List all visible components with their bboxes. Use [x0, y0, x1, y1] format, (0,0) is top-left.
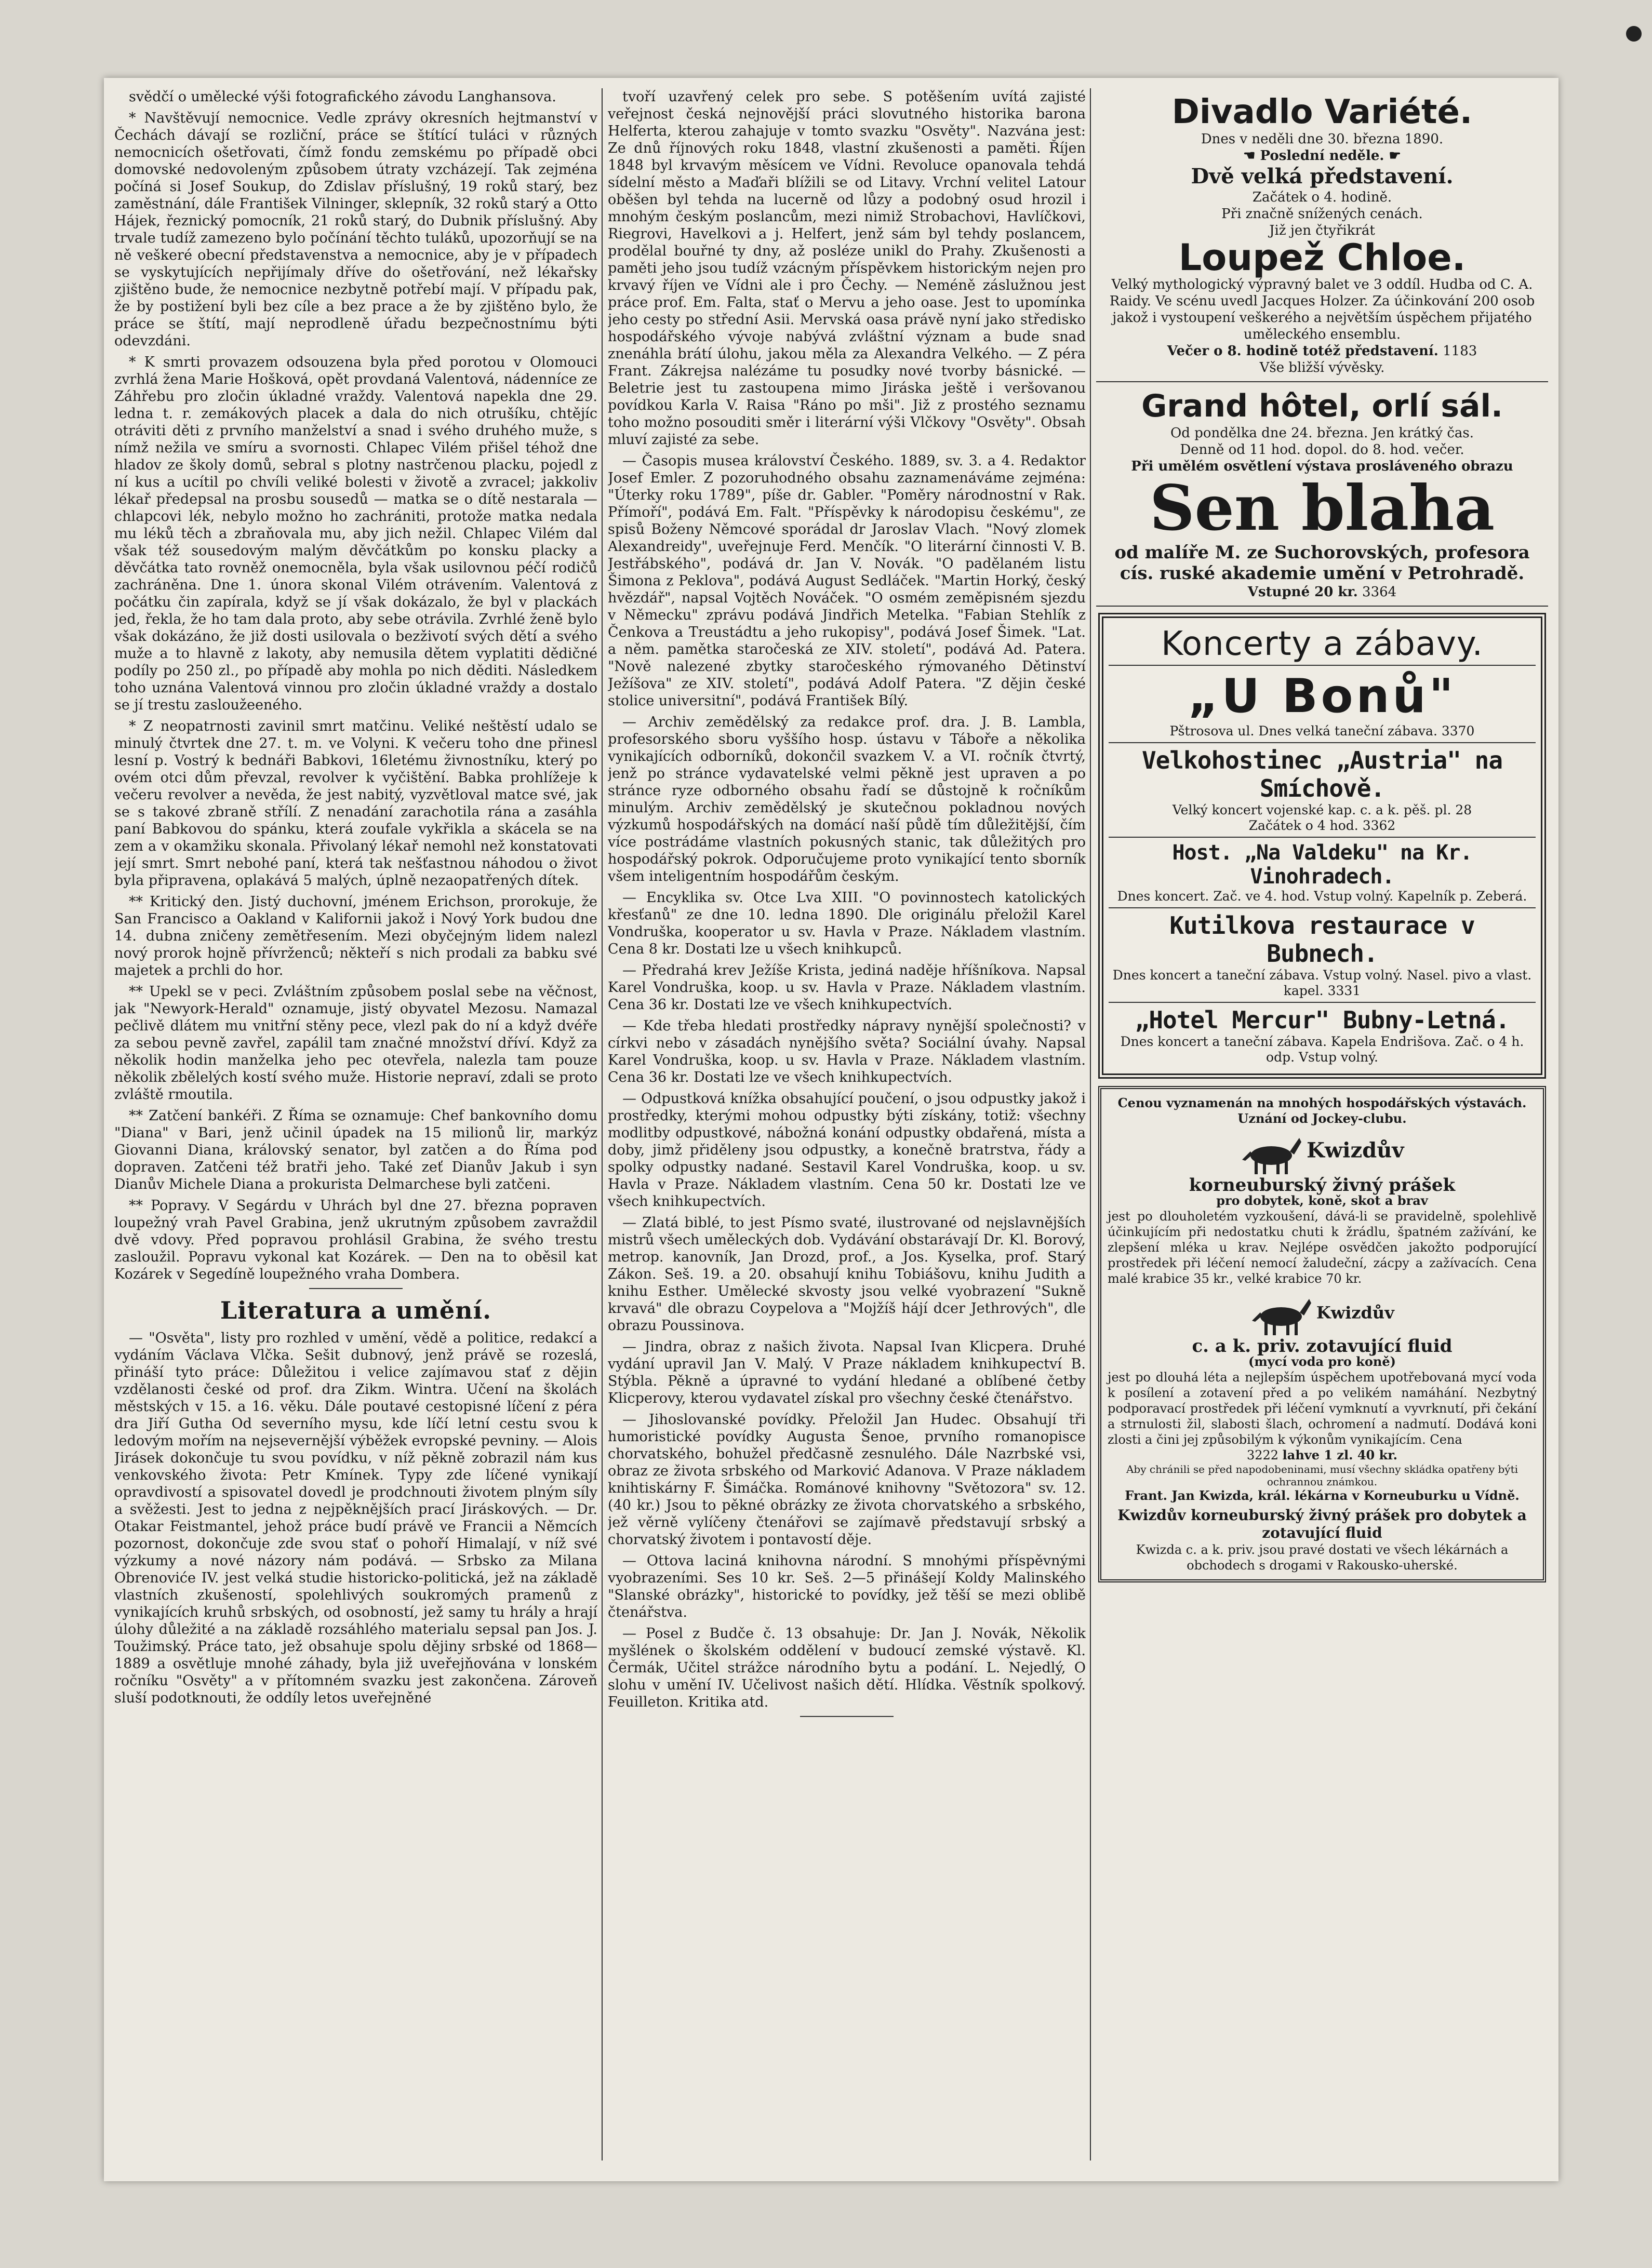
ad-line: Vše bližší vývěsky.	[1259, 360, 1385, 375]
article-paragraph: * Z neopatrnosti zavinil smrt matčinu. Veliké neštěstí udalo se minulý čtvrtek dne 27. t. m. ve Volyni. K večeru toho dne přinesl lesní p. Vostrý k bednáři Babkovi, 16letému živnostníku, který po ovém otci dům převzal, revolver k vyčištění. Babka prohlížeje k večeru revolver a nevěda, že jest nabitý, vyzvětloval matce své, jak se s takové zbraně střílí. Z nenadání zarachotila rána a zasáhla paní Babkovou do spánku, která zoufale vykřikla a skácela se na zem a v okamžiku skonala. Přivolaný lékař nemohl než konstatovati její smrt. Smrt nebohé paní, která tak nešťastnou náhodou o život byla připravena, oplakává 5 malých, úplně nezaopatřených dítek.	[114, 718, 597, 889]
article-paragraph: * K smrti provazem odsouzena byla před porotou v Olomouci zvrhlá žena Marie Hošková, opět provdaná Valentová, nádenníce ze Záhřebu pro zločin úkladné vraždy. Valentová napekla dne 29. ledna t. r. zemákových placek a dala do nich otrušíku, chtějíc otráviti děti z prvního manželství a snad i svého druhého muže, s nímž nežila ve smíru a svornosti. Chlapec Vilém přišel téhož dne hladov ze školy domů, sebral s plotny nastrčenou placku, pojedl z ní kus a ucítil po chvíli veliké bolesti v životě a zvracel; jakkoliv lékař předepsal na prosbu sousedů — matka se o dítě nestarala — chlapcovi lék, nebylo možno ho zachrániti, protože matka nedala mu léků těch a zbraňovala mu, aby jich nežil. Chlapec Vilém dal však též sousedovým malým děvčátkům po konsku placky a děvčátka tato rovněž onemocněla, byla však usilovnou péčí rodičů zachráněna. Dne 1. února skonal Vilém otrávením. Valentová z počátku čin zapírala, když se jí však dokázalo, že byl v plackách jed, řekla, že ho tam dala proto, aby sebe otrávila. Zvrhlé ženě bylo však dokázáno, že již dosti usilovala o bezživotí svých dětí a svého muže a to hlavně z lakoty, aby nemusila dětem vyplatiti dědičné podíly po 250 zl., po případě aby mohla po nich děditi. Následkem toho uznána Valentová vinnou pro zločin úkladné vraždy a dostalo se jí trestu zasloužeeného.	[114, 354, 597, 713]
column-news	[114, 88, 597, 2160]
ad-hotel-mercur	[1109, 1002, 1536, 1068]
ad-line: Kwizda c. a k. priv. jsou pravé dostati ve všech lékárnách a obchodech s drogami v Rakousko-uherské.	[1136, 1542, 1509, 1573]
ad-line: Vstupné 20 kr. 3364	[1247, 584, 1397, 600]
ad-line: ☚ Poslední neděle. ☛	[1243, 148, 1401, 164]
ad-grand-hotel	[1096, 382, 1548, 607]
divider	[800, 1716, 894, 1717]
ad-title: Grand hôtel, orlí sál.	[1141, 388, 1503, 424]
ad-austria	[1109, 742, 1536, 837]
column-literature	[608, 88, 1086, 2160]
column-divider	[602, 88, 603, 2160]
ad-warning: Aby chránili se před napodobeninami, musí všechny skládka opatřeny býti ochrannou známkou.	[1126, 1463, 1518, 1488]
ad-na-valdeku	[1109, 837, 1536, 907]
ad-line: Denně od 11 hod. dopol. do 8. hod. večer.	[1180, 442, 1464, 458]
article-paragraph: ** Popravy. V Segárdu v Uhrách byl dne 27. března popraven loupežný vrah Pavel Grabina, jenž ukrutným způsobem zavraždil dvě vdovy. Před popravou prohlásil Grabina, že svého trestu zasloužil. Popravu vykonal kat Kozárek. — Den na to oběsil kat Kozárek v Segedíně loupežného vraha Dombera.	[114, 1198, 597, 1282]
article-paragraph: ** Zatčení bankéři. Z Říma se oznamuje: Chef bankovního domu "Diana" v Bari, jenž učinil úpadek na 15 milionů lir, markýz Giovanni Diana, královský senator, byl zatčen a do Říma pod dopraven. Zatčeni též bratři jeho. Také zeť Dianův Jakub i syn Dianův Michele Diana a prokurista Delmarchese byli zatčeni.	[114, 1108, 597, 1192]
ad-u-bonu	[1109, 665, 1536, 742]
product-block	[1108, 1292, 1537, 1338]
ad-line: Kwizdův korneuburský živný prášek pro dobytek a zotavující fluid	[1117, 1507, 1527, 1541]
ad-line: Večer o 8. hodině totéž představení. 1183	[1167, 343, 1477, 359]
ad-line: Cenou vyznamenán na mnohých hospodářských výstavách. Uznání od Jockey-clubu.	[1117, 1095, 1527, 1126]
ad-line: Začátek o 4 hod. 3362	[1248, 818, 1396, 833]
ad-play-title: Loupež Chloe.	[1178, 236, 1466, 279]
venue-title: Host. „Na Valdeku" na Kr. Vinohradech.	[1172, 841, 1472, 889]
article-paragraph: — Archiv zemědělský za redakce prof. dra. J. B. Lambla, profesorského sboru vyššího hosp. ústavu v Táboře a několika vynikajících odborníků, dokončil svazkem V. a VI. ročník čtvrtý, jenž po stránce vydavatelské velmi pěkně jest upraven a po stránce ryze odborného obsahu řadí se důstojně k ročníkům minulým. Archiv zemědělský je skutečnou pokladnou nových výzkumů hospodářských na domácí naší půdě tím důležitější, čím více postrádáme vlastních pokusných stanic, tak důležitých pro hospodářský pokrok. Odporučujeme proto vynikající tento sborník všem inteligentním hospodářům českým.	[608, 714, 1086, 884]
ad-line: Při umělém osvětlení výstava prosláveného obrazu	[1131, 459, 1513, 474]
product-block	[1108, 1131, 1537, 1177]
venue-title: „Hotel Mercur" Bubny-Letná.	[1135, 1006, 1510, 1034]
horse-icon	[1240, 1131, 1302, 1177]
divider	[309, 1288, 403, 1289]
product-description: jest po dlouhá léta a nejlepším úspěchem upotřebovaná mycí voda k posílení a zotavení před a po velikém namáhání. Nezbytný podporavací prostředek při léčení vymknutí a vyvrknutí, při čekání a strnulosti žil, slabosti šlach, ochromení a nadmutí. Dodává koni zlosti a čini jej způsobilým k výkonům vynikajícím. Cena	[1108, 1370, 1537, 1447]
ad-description: Velký mythologický výpravný balet ve 3 oddíl. Hudba od C. A. Raidy. Ve scénu uvedl Jacques Holzer. Za účinkování 200 osob jakož i vystoupení veškerého a největším úspěchem přijatého uměleckého ensemblu.	[1109, 277, 1535, 342]
ad-divadlo-variete	[1096, 88, 1548, 382]
ad-kwizda	[1098, 1086, 1546, 1582]
ad-line: Dvě velká představení.	[1191, 164, 1454, 189]
ad-line: Dnes v neděli dne 30. března 1890.	[1201, 131, 1444, 147]
product-description: jest po dlouholetém vyzkoušení, dává-li se pravidelně, spolehlivě účinkujícím při nedostatku chuti k žrádlu, špatném zažívání, ke zlepšení mléka u krav. Nejlépe osvědčen jakožto podporující prostředek při léčení nemocí žaludeční, zácpy a zažívacích. Cena malé krabice 35 kr., velké krabice 70 kr.	[1108, 1209, 1537, 1286]
ad-line: Při značně snížených cenách.	[1221, 206, 1423, 222]
product-price: 3222 lahve 1 zl. 40 kr.	[1246, 1447, 1398, 1462]
article-paragraph: tvoří uzavřený celek pro sebe. S potěšením uvítá zajisté veřejnost česká nejnovější práci slovutného historika barona Helferta, kterou zahajuje v tomto svazku "Osvěty". Nazvána jest: Ze dnů říjnových roku 1848, vlastní zkušenosti a paměti. Říjen 1848 byl krvavým měsícem ve Vídni. Revoluce opanovala tehdá sídelní město a Maďaři blížili se od Litavy. Vrchní velitel Latour oběšen byl tehda na lucerně od lůzy a podobný osud hrozil i mnohým českým poslancům, mezi nimiž Strobachovi, Havlíčkovi, Riegrovi, Havelkovi a j. Helfert, jenž sám byl tehdy poslancem, prodělal bouřné ty dny, až posléze unikl do Prahy. Zkušenosti a paměti jeho jsou tudíž vzácným příspěvkem historickým nejen pro krvavý říjen ve Vídni ale i pro Čechy. — Neméně záslužnou jest práce prof. Em. Falta, stať o Mervu a jeho oase. Jest to upomínka jeho cesty po střední Asii. Mervská oasa právě nyní jako středisko hospodářského vývoje nabývá zvláštní význam a bude snad znenáhla brátí úlohu, jakou měla za Alexandra Velkého. — Z péra Frant. Zákrejsa nalézáme tu posudky nové tvorby básnické. — Beletrie jest tu zastoupena mimo Jiráska ještě i veršovanou povídkou Karla V. Raisa "Ráno po mši". Již z prostého seznamu toho možno posouditi směr i literární výši Vlčkovy "Osvěty". Obsah mluví zajisté za sebe.	[608, 89, 1086, 448]
scan-mark	[1626, 26, 1642, 42]
article-paragraph: — Jindra, obraz z našich života. Napsal Ivan Klicpera. Druhé vydání upravil Jan V. Malý. V Praze nákladem knihkupectví B. Stýbla. Pěkně a úpravné to vydání hledané a oblíbené četby Klicperovy, kterou vydavatel získal pro všechny české čtenářstvo.	[608, 1339, 1086, 1406]
ad-koncerty-box	[1098, 613, 1546, 1079]
ad-line: Od pondělka dne 24. března. Jen krátký čas.	[1170, 425, 1474, 441]
article-paragraph: — Odpustková knížka obsahující poučení, o jsou odpustky jakož i prostředky, kterými mohou odpustky býti získány, totiž: všechny modlitby odpustkové, nábožná konání odpustky obdařená, místa a doby, jimž přiděleny jsou odpustky, a konečně bratrstva, řády a spolky odpustky nadané. Sestavil Karel Vondruška, koop. u sv. Havla v Praze. Nákladem vlastním. Cena 50 kr. Dostati lze ve všech knihkupectvích.	[608, 1091, 1086, 1210]
article-paragraph: — "Osvěta", listy pro rozhled v umění, vědě a politice, redakcí a vydáním Václava Vlčka. Sešit dubnový, jenž právě se rozeslá, přináší tyto práce: Důležitou i velice zajímavou stať z dějin vzdělanosti české od prof. dra Zikm. Wintra. Učení na školách městských v 15. a 16. věku. Dále poutavé cestopisné líčení z péra dra Jiří Gutha Od severního mysu, kde líčí letní cestu svou k ledovým mořím na nejsevernější výběžek evropské pevniny. — Alois Jirásek dokončuje tu svou povídku, v níž pěkně zobrazil nám kus venkovského života: Petr Kmínek. Typy zde líčené vynikají opravdivostí a spisovatel dovedl je prodchnouti životem plným síly a svěžesti. Jest to jedna z nejpěknějších prací Jiráskových. — Dr. Otakar Feistmantel, jehož práce budí právě ve Francii a Němcích pozornost, dokončuje zde svou stať o pohoří Himalají, v níž své výzkumy a nové názory nám podává. — Srbsko za Milana Obrenoviće IV. jest velká studie historicko-politická, jež na základě vlastních zkušeností, spolehlivých soukromých pramenů z vynikajících kruhů srbských, od osobností, jež samy tu hrály a hrají úlohy důležité a na základě rozsáhlého materialu sepsal pan Jos. J. Toužimský. Práce tato, jež obsahuje spolu dějiny srbské od 1868—1889 a osvětluje mnohé záhady, byla již uveřejňována v lonském ročníku "Osvěty" a v přítomném svazku jest zakončena. Zároveň sluší podotknouti, že oddíly letos uveřejněné	[114, 1330, 597, 1706]
article-paragraph: — Časopis musea království Českého. 1889, sv. 3. a 4. Redaktor Josef Emler. Z pozoruhodného obsahu zaznamenáváme zejména: "Úterky roku 1789", píše dr. Gabler. "Poměry národnostní v Rak. Přímoří", podává Em. Falt. "Příspěvky k národopisu českému", ze spisů Boženy Němcové sporádal dr Jaroslav Vlach. "Nový zlomek Alexandreidy", uveřejnuje Ferd. Menčík. "O literární činnosti V. B. Jestřábského", podává dr. Jan V. Novák. "O padělaném listu Šimona z Peklova", podává August Sedláček. "Martin Horký, český hvězdář", napsal Vojtěch Nováček. "O osmém zeměpisném sjezdu v Německu" zprávu podává Jindřich Metelka. "Fabian Stehlík z Čenkova a Treustádtu a jeho rukopisy", podává Josef Šimek. "Lat. a něm. pamětka staročeská ze XIV. století", podává Ad. Patera. "Nově nalezené zbytky staročeského rýmovaného Dětinství Ježíšova" ze XIV. století", podává Adolf Patera. "Z dějin české stolice universitní", podává František Bílý.	[608, 453, 1086, 709]
column-advertisements	[1096, 88, 1548, 2160]
horse-icon	[1250, 1292, 1312, 1338]
venue-title: Velkohostinec „Austria" na Smíchově.	[1141, 746, 1503, 802]
product-subtitle: (mycí voda pro koně)	[1248, 1354, 1396, 1369]
product-subtitle: pro dobytek, koně, skot a brav	[1216, 1193, 1428, 1208]
article-paragraph: svědčí o umělecké výši fotografického závodu Langhansova.	[129, 89, 556, 105]
ad-line: od malíře M. ze Suchorovských, profesora cís. ruské akademie umění v Petrohradě.	[1114, 542, 1530, 584]
article-paragraph: — Předrahá krev Ježíše Krista, jediná naděje hříšníkova. Napsal Karel Vondruška, koop. u sv. Havla v Praze. Nákladem vlastním. Cena 36 kr. Dostati lze ve všech knihkupectvích.	[608, 962, 1086, 1013]
product-name: c. a k. priv. zotavující fluid	[1192, 1336, 1453, 1357]
article-paragraph: * Navštěvují nemocnice. Vedle zprávy okresních hejtmanství v Čechách dávají se rozliční, práce se štítící tuláci v různých nemocnicích ošetřovati, čímž fondu zemskému po případě obci domovské nedovoleným způsobem útraty vzcházejí. Tak zejména počíná si Josef Soukup, do Zdislav příslušný, 19 roků starý, bez zaměstnání, dále František Vilninger, sklepník, 32 roků starý a Otto Hájek, řeznický pomocník, 21 roků starý, do Dubnik příslušný. Aby trvale tudíž zamezeno bylo počínání těchto tuláků, upozorňují se na ně veškeré obecní představenstva a nemocnice, aby je v případech se vyskytujících nepřijímaly dříve do ošetřování, než lékařsky zjištěno bude, že nemocnice nezbytně potřebí mají. V případu pak, že by postižení byli bez cíle a bez prace a že by zjištěno bylo, že práce se štítí, mají neprodleně úřadu bezpečnostnímu býti odevzdáni.	[114, 110, 597, 349]
ad-line: Začátek o 4. hodině.	[1252, 190, 1392, 205]
column-divider	[1090, 88, 1091, 2160]
article-paragraph: — Zlatá biblé, to jest Písmo svaté, ilustrované od nejslavnějších mistrů všech uměleckých dob. Vydávání obstarávají Dr. Kl. Borový, metrop. kanovník, Jan Drozd, prof., a Jos. Kyselka, prof. Starý Zákon. Seš. 19. a 20. obsahují knihu Tobiášovu, knihu Judith a knihu Esther. Umělecké skvosty jsou velké vyobrazení "Sukně krvavá" dle obrazu Coypelova a "Mojžíš hájí dcer Jethrových", dle obrazu Poussinova.	[608, 1215, 1086, 1334]
article-paragraph: ** Kritický den. Jistý duchovní, jménem Erichson, prorokuje, že San Francisco a Oakland v Kalifornii jakož i Nový York budou dne 14. dubna zničeny zemětřesením. Mezi obyčejným lidem nalezl nový prorok hojně přívrženců; někteří s nich prodali za babku své majetek a prchli do hor.	[114, 894, 597, 978]
venue-title: Kutilkova restaurace v Bubnech.	[1169, 911, 1475, 968]
product-brand: Kwizdův	[1307, 1138, 1404, 1163]
ad-maker: Frant. Jan Kwizda, král. lékárna v Korneuburku u Vídně.	[1125, 1488, 1520, 1503]
ad-line: Velký koncert vojenské kap. c. a k. pěš. pl. 28	[1172, 802, 1472, 817]
ad-title: Koncerty a zábavy.	[1161, 625, 1483, 663]
ad-line: Již jen čtyřikrát	[1269, 223, 1375, 238]
ad-line: Dnes koncert a taneční zábava. Vstup volný. Nasel. pivo a vlast. kapel. 3331	[1112, 968, 1532, 998]
product-brand: Kwizdův	[1316, 1303, 1394, 1323]
article-paragraph: — Jihoslovanské povídky. Přeložil Jan Hudec. Obsahují tři humoristické povídky Augusta Šenoe, prvního romanopisce chorvatského, bohužel předčasně zesnulého. Dále Nazrbské vsi, obraz ze života srbského od Marković Adanova. V Praze nákladem knihtiskárny F. Šimáčka. Románové knihovny "Světozora" sv. 12. (40 kr.) Jsou to pěkné obrázky ze života chorvatského a srbského, jež věrně vylíčeny čtenářovi se zajímavě představují srbský a chorvatský životem i pontavostí děje.	[608, 1412, 1086, 1548]
ad-line: Dnes koncert a taneční zábava. Kapela Endrišova. Zač. o 4 h. odp. Vstup volný.	[1120, 1034, 1524, 1065]
section-title: Literatura a umění.	[220, 1296, 492, 1324]
ad-line: Pštrosova ul. Dnes velká taneční zábava. 3370	[1169, 723, 1475, 739]
article-paragraph: — Ottova laciná knihovna národní. S mnohými příspěvnými vyobrazeními. Ses 10 kr. Seš. 2—5 přinášejí Koldy Malinského "Slanské obrázky", historické to povídky, jež těší se mezi oblibě čtenářstva.	[608, 1553, 1086, 1620]
venue-title: „U Bonů"	[1188, 669, 1457, 723]
article-paragraph: — Encyklika sv. Otce Lva XIII. "O povinnostech katolických křesťanů" ze dne 10. ledna 1890. Dle originálu přeložil Karel Vondruška, kooperator u sv. Havla v Praze. Nákladem vlastním. Cena 8 kr. Dostati lze u všech knihkupců.	[608, 890, 1086, 957]
article-paragraph: — Kde třeba hledati prostředky nápravy nynější společnosti? v církvi nebo v zásadách nynějšího světa? Sociální úvahy. Napsal Karel Vondruška, koop. u sv. Havla v Praze. Nákladem vlastním. Cena 36 kr. Dostati lze ve všech knihkupectvích.	[608, 1018, 1086, 1085]
newspaper-page	[104, 78, 1558, 2181]
ad-kutilkova	[1109, 907, 1536, 1002]
product-name: korneuburský živný prášek	[1189, 1175, 1456, 1196]
article-paragraph: ** Upekl se v peci. Zvláštním způsobem poslal sebe na věčnost, jak "Newyork-Herald" oznamuje, jistý obyvatel Mezosu. Namazal pečlivě dlátem mu vnitřní stěny pece, vlezl pak do ní a když dvéře za sebou pevně zavřel, zapálil tam značné množství dříví. Když za několik hodin manželka jeho pec otevřela, nalezla tam pouze několik zbělelých kostí svého muže. Historie nepraví, zdali se proto zvláště rmoutila.	[114, 984, 597, 1103]
ad-title: Divadlo Variété.	[1171, 93, 1473, 131]
ad-picture-title: Sen blaha	[1149, 472, 1495, 545]
ad-line: Dnes koncert. Zač. ve 4. hod. Vstup volný. Kapelník p. Zeberá.	[1117, 889, 1527, 904]
article-paragraph: — Posel z Budče č. 13 obsahuje: Dr. Jan J. Novák, Několik myšlének o školském oddělení v budoucí zemské výstavě. Kl. Čermák, Učitel strážce národního bytu a podání. L. Nejedlý, O slohu v umění IV. Učelivost našich dětí. Hlídka. Věstník spolkový. Feuilleton. Kritika atd.	[608, 1626, 1086, 1710]
